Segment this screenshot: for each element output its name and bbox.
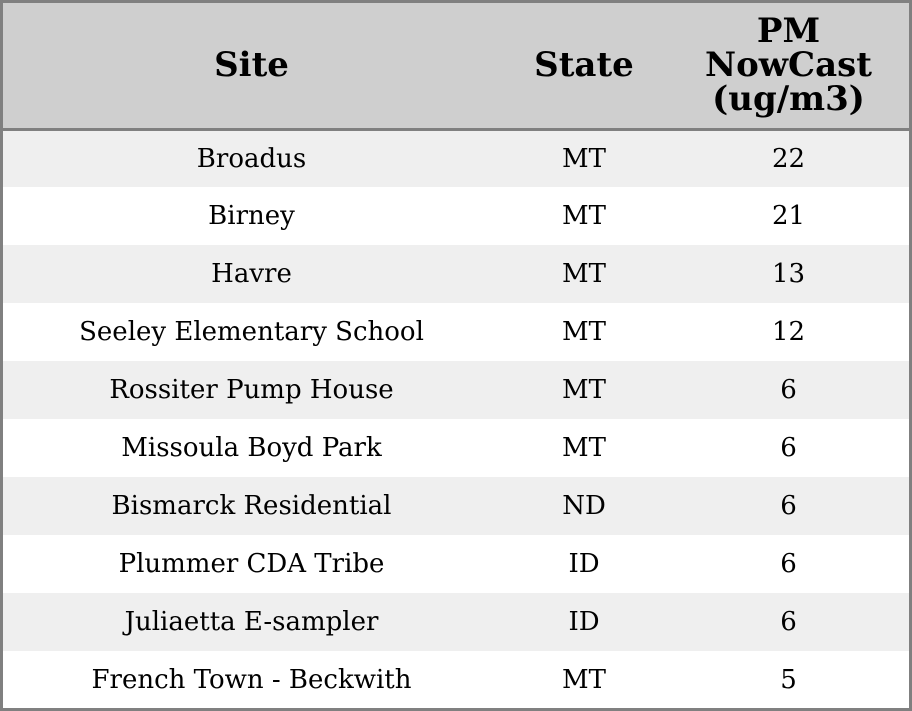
table-row (3, 419, 909, 477)
header-row (3, 3, 909, 129)
column-header-site: Site (3, 3, 500, 129)
cell-state: MT (562, 665, 606, 695)
cell-pm-value: 6 (780, 549, 797, 579)
cell-state: MT (562, 143, 606, 174)
cell-state: MT (562, 201, 606, 231)
table-body (3, 129, 909, 709)
cell-pm-value: 12 (771, 317, 806, 347)
column-header-pm-nowcast (668, 3, 909, 129)
cell-pm-value: 5 (780, 665, 797, 695)
column-header-pm-line3: (ug/m3) (712, 79, 865, 120)
cell-site: Broadus (196, 143, 307, 174)
cell-state: ND (562, 491, 606, 521)
table-row (3, 245, 909, 303)
table-row (3, 651, 909, 709)
cell-state: MT (562, 317, 606, 347)
cell-state: MT (562, 433, 606, 463)
table-row (3, 187, 909, 245)
cell-pm-value: 6 (780, 433, 797, 463)
cell-pm-value: 6 (780, 607, 797, 637)
cell-site: Missoula Boyd Park (121, 433, 382, 463)
column-header-pm-line2: NowCast (705, 45, 872, 86)
cell-site: Juliaetta E-sampler (124, 607, 379, 637)
pm-nowcast-table (3, 3, 909, 709)
table-header (3, 3, 909, 129)
table-row (3, 535, 909, 593)
cell-site: French Town - Beckwith (91, 665, 412, 695)
cell-site: Seeley Elementary School (79, 317, 424, 347)
cell-state: MT (562, 259, 606, 289)
cell-state: MT (562, 375, 606, 405)
cell-site: Birney (208, 201, 295, 231)
column-header-state: State (500, 3, 668, 129)
table-row (3, 361, 909, 419)
cell-site: Bismarck Residential (111, 491, 392, 521)
cell-pm-value: 6 (780, 375, 797, 405)
cell-pm-value: 21 (771, 201, 806, 231)
cell-pm-value: 22 (771, 143, 806, 174)
cell-pm-value: 13 (771, 259, 806, 289)
cell-site: Rossiter Pump House (109, 375, 394, 405)
column-header-pm-line1: PM (756, 11, 821, 52)
table-row (3, 477, 909, 535)
cell-site: Havre (211, 259, 292, 289)
table-row (3, 593, 909, 651)
cell-state: ID (568, 607, 600, 637)
table-row (3, 303, 909, 361)
table-row (3, 129, 909, 187)
cell-site: Plummer CDA Tribe (118, 549, 385, 579)
cell-state: ID (568, 549, 600, 579)
cell-pm-value: 6 (780, 491, 797, 521)
